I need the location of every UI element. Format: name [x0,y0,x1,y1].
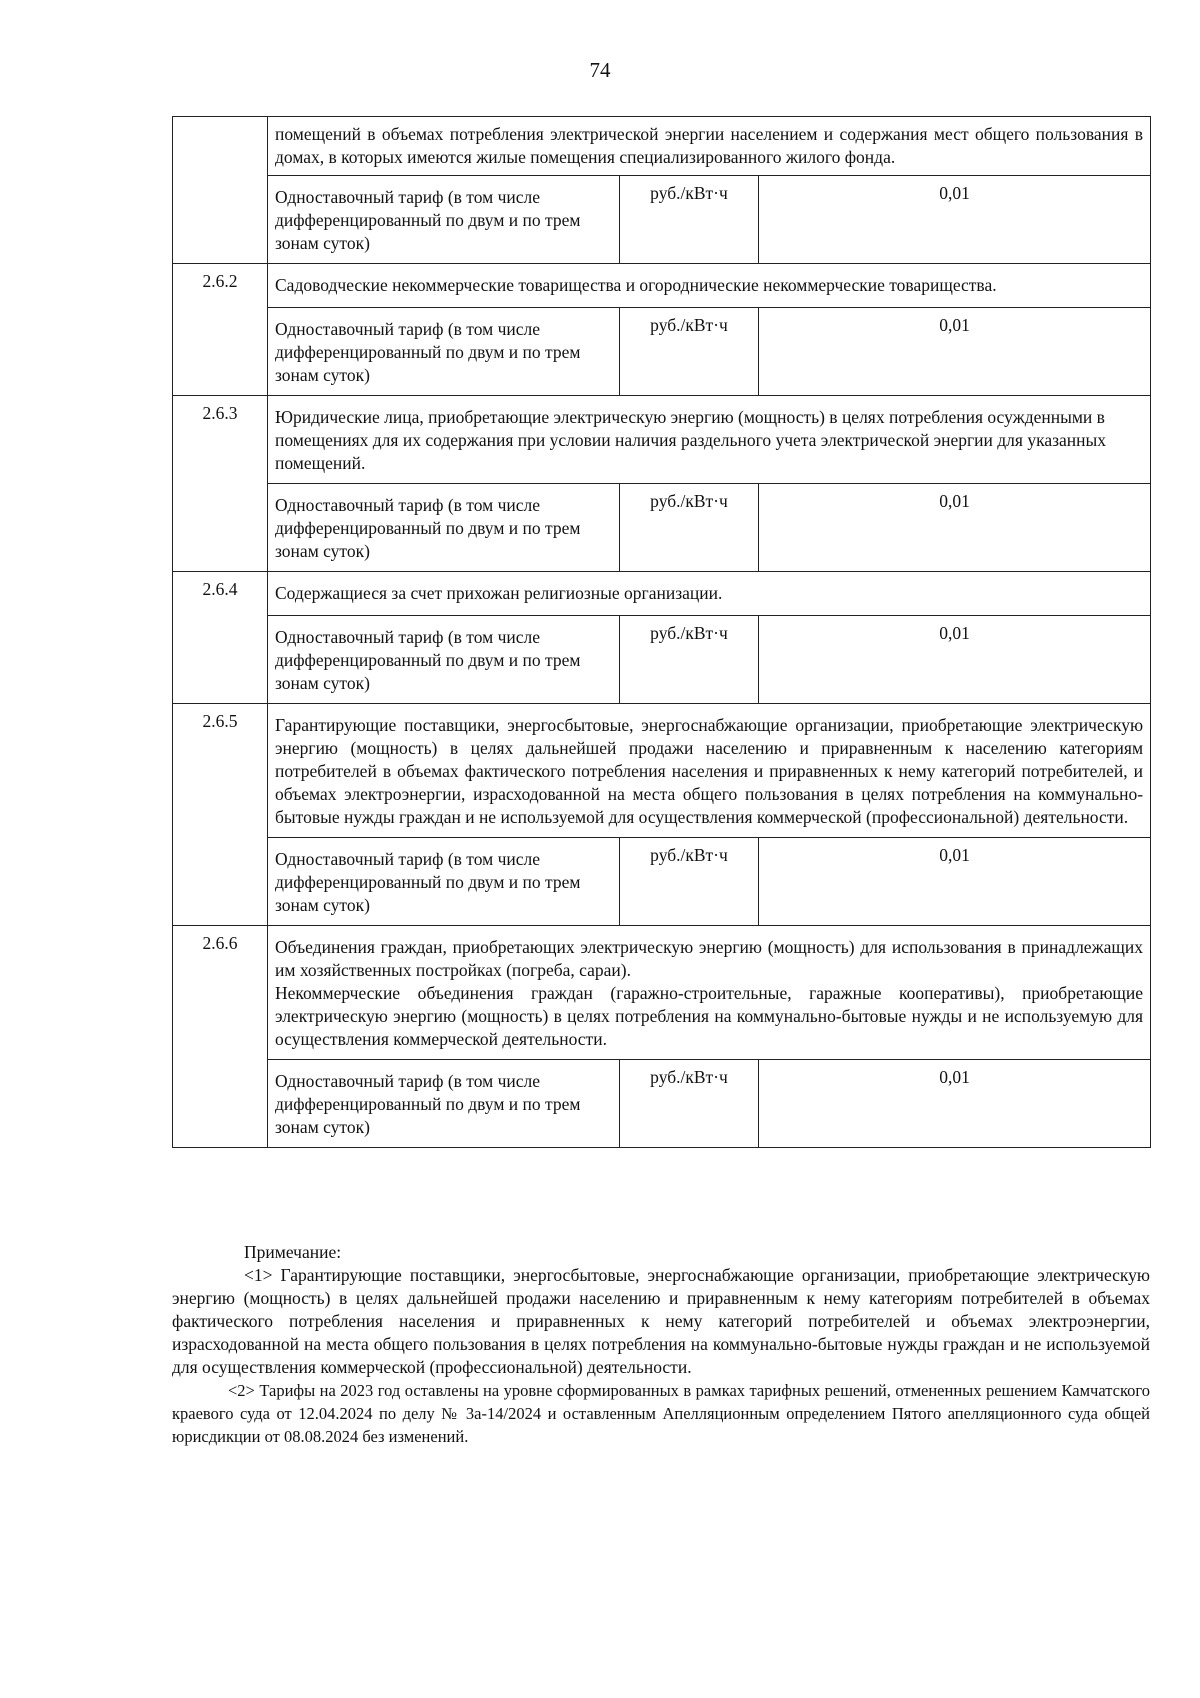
page-number: 74 [589,58,611,82]
tariff-name: Одноставочный тариф (в том числе дифференцированный по двум и по трем зонам суток) [268,308,620,396]
table-row [173,176,1151,264]
table-row [173,308,1151,396]
tariff-unit: руб./кВт·ч [620,176,759,264]
section-number: 2.6.6 [173,926,268,1148]
tariff-value: 0,01 [759,838,1151,926]
tariff-unit: руб./кВт·ч [620,616,759,704]
table-row [173,616,1151,704]
tariff-name: Одноставочный тариф (в том числе дифференцированный по двум и по трем зонам суток) [268,838,620,926]
table-row [173,1060,1151,1148]
section-description-part: Объединения граждан, приобретающих электрическую энергию (мощность) для использования в принадлежащих им хозяйственных постройках (погреба, сараи). [275,937,1144,980]
tariff-name: Одноставочный тариф (в том числе дифференцированный по двум и по трем зонам суток) [268,616,620,704]
tariff-value: 0,01 [759,616,1151,704]
tariff-name: Одноставочный тариф (в том числе дифференцированный по двум и по трем зонам суток) [268,1060,620,1148]
section-number: 2.6.2 [173,264,268,396]
section-number: 2.6.3 [173,396,268,572]
section-description: Садоводческие некоммерческие товарищества и огороднические некоммерческие товарищества. [268,264,1151,308]
tariff-unit: руб./кВт·ч [620,484,759,572]
section-description: Гарантирующие поставщики, энергосбытовые, энергоснабжающие организации, приобретающие электрическую энергию (мощность) в целях дальнейшей продажи населению и приравненным к населению категориям потребителей в объемах фактического потребления населения и приравненных к нему категорий потребителей, и объемах электроэнергии, израсходованной на места общего пользования в целях потребления на коммунально-бытовые нужды граждан и не используемой для осуществления коммерческой (профессиональной) деятельности. [268,704,1151,838]
table-row [173,264,1151,308]
table-row [173,117,1151,176]
tariff-name: Одноставочный тариф (в том числе дифференцированный по двум и по трем зонам суток) [268,484,620,572]
section-description: Юридические лица, приобретающие электрическую энергию (мощность) в целях потребления осужденными в помещениях для их содержания при условии наличия раздельного учета электрической энергии для указанных помещений. [268,396,1151,484]
tariff-table [172,116,1151,1148]
tariff-unit: руб./кВт·ч [620,838,759,926]
table-row [173,572,1151,616]
tariff-unit: руб./кВт·ч [620,308,759,396]
notes-heading: Примечание: [244,1242,342,1262]
note-1: <1> Гарантирующие поставщики, энергосбытовые, энергоснабжающие организации, приобретающие электрическую энергию (мощность) в целях дальнейшей продажи населению и приравненным к нему категориям потребителей в объемах фактического потребления населения и приравненных к нему категорий потребителей и объемах электроэнергии, израсходованной на места общего пользования в целях потребления на коммунально-бытовые нужды граждан и не используемой для осуществления коммерческой (профессиональной) деятельности. [172,1265,1150,1377]
section-description-part: Некоммерческие объединения граждан (гаражно-строительные, гаражные кооперативы), приобретающие электрическую энергию (мощность) в целях потребления на коммунально-бытовые нужды и не используемую для осуществления коммерческой деятельности. [275,983,1144,1049]
table-row [173,838,1151,926]
table-row [173,926,1151,1060]
tariff-value: 0,01 [759,484,1151,572]
tariff-value: 0,01 [759,1060,1151,1148]
notes-block [172,1241,1150,1448]
tariff-name: Одноставочный тариф (в том числе дифференцированный по двум и по трем зонам суток) [268,176,620,264]
section-description: Содержащиеся за счет прихожан религиозные организации. [268,572,1151,616]
tariff-value: 0,01 [759,176,1151,264]
table-row [173,484,1151,572]
table-row [173,396,1151,484]
section-description: помещений в объемах потребления электрической энергии населением и содержания мест общего пользования в домах, в которых имеются жилые помещения специализированного жилого фонда. [268,117,1151,176]
section-number: 2.6.5 [173,704,268,926]
tariff-value: 0,01 [759,308,1151,396]
section-number-cell [173,117,268,264]
tariff-unit: руб./кВт·ч [620,1060,759,1148]
section-number: 2.6.4 [173,572,268,704]
note-2: <2> Тарифы на 2023 год оставлены на уровне сформированных в рамках тарифных решений, отмененных решением Камчатского краевого суда от 12.04.2024 по делу № 3а-14/2024 и оставленным Апелляционным определением Пятого апелляционного суда общей юрисдикции от 08.08.2024 без изменений. [172,1381,1150,1446]
table-row [173,704,1151,838]
section-description [268,926,1151,1060]
